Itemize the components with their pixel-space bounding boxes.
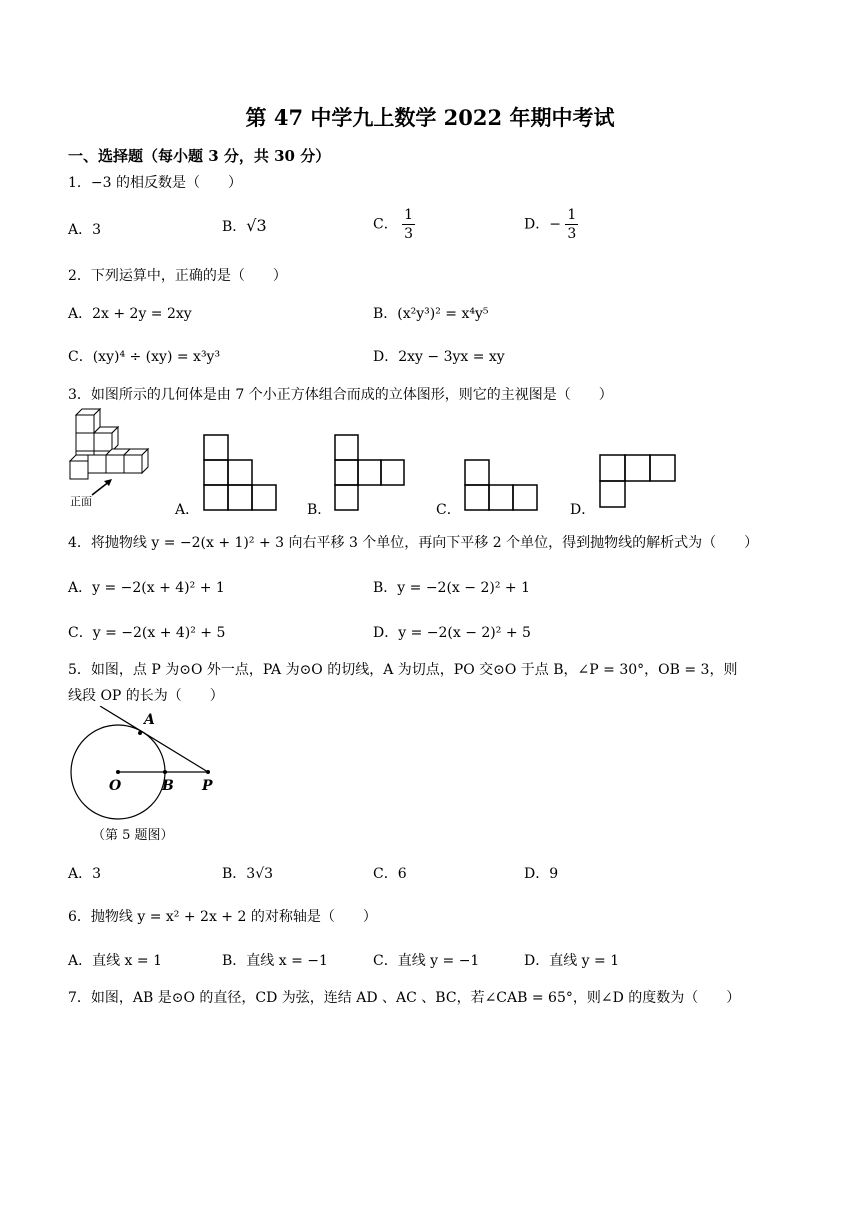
q3-option-d: D． bbox=[570, 502, 596, 518]
q5-option-a: A．3 bbox=[68, 866, 102, 882]
q3-option-a: A． bbox=[175, 502, 200, 518]
q2-option-c: C．(xy)⁴ ÷ (xy) = x³y³ bbox=[68, 349, 221, 365]
question-1-stem: 1．−3 的相反数是（ ） bbox=[68, 175, 242, 191]
q1-option-c-prefix: C． bbox=[373, 216, 398, 233]
q2-option-d: D．2xy − 3yx = xy bbox=[373, 349, 505, 365]
question-7-stem: 7．如图，AB 是⊙O 的直径，CD 为弦，连结 AD 、AC 、BC，若∠CAB = 65°，则∠D 的度数为（ ） bbox=[68, 990, 741, 1006]
question-6-stem: 6．抛物线 y = x² + 2x + 2 的对称轴是（ ） bbox=[68, 909, 377, 925]
q5-option-d: D．9 bbox=[524, 866, 559, 882]
q1-option-d bbox=[524, 206, 578, 243]
q4-option-c: C．y = −2(x + 4)² + 5 bbox=[68, 625, 226, 641]
q1-option-b bbox=[222, 216, 267, 236]
q5-option-c: C．6 bbox=[373, 866, 407, 882]
q3-front-label: 正面 bbox=[70, 495, 92, 508]
q5-label-p: P bbox=[202, 778, 213, 794]
q6-option-c: C．直线 y = −1 bbox=[373, 953, 480, 969]
q3-option-a-view bbox=[203, 434, 277, 512]
q3-solid-figure bbox=[66, 405, 156, 515]
q1-c-numerator: 1 bbox=[404, 207, 414, 223]
q1-option-d-prefix: D．− bbox=[524, 216, 561, 233]
question-4-stem: 4．将抛物线 y = −2(x + 1)² + 3 向右平移 3 个单位，再向下平移 2 个单位，得到抛物线的解析式为（ ） bbox=[68, 535, 759, 551]
question-5-stem-line1: 5．如图，点 P 为⊙O 外一点，PA 为⊙O 的切线，A 为切点，PO 交⊙O 于点 B，∠P = 30°，OB = 3，则 bbox=[68, 662, 738, 678]
q1-option-d-fraction bbox=[565, 206, 578, 243]
q3-option-b: B． bbox=[307, 502, 332, 518]
q4-option-a: A．y = −2(x + 4)² + 1 bbox=[68, 580, 225, 596]
section-heading: 一、选择题（每小题 3 分，共 30 分） bbox=[68, 147, 331, 165]
q6-option-d: D．直线 y = 1 bbox=[524, 953, 620, 969]
q5-option-b: B．3√3 bbox=[222, 866, 274, 882]
question-2-stem: 2．下列运算中，正确的是（ ） bbox=[68, 268, 287, 284]
q4-option-d: D．y = −2(x − 2)² + 5 bbox=[373, 625, 531, 641]
q1-d-numerator: 1 bbox=[567, 207, 577, 223]
q5-label-b: B bbox=[162, 778, 174, 794]
q5-circle-figure bbox=[66, 706, 226, 820]
q5-label-a: A bbox=[144, 712, 155, 728]
q1-c-denominator: 3 bbox=[404, 226, 414, 242]
q3-option-c-view bbox=[464, 459, 540, 512]
q3-option-c: C． bbox=[436, 502, 461, 518]
q6-option-b: B．直线 x = −1 bbox=[222, 953, 328, 969]
q2-option-a: A．2x + 2y = 2xy bbox=[68, 306, 192, 322]
q5-figure-caption: （第 5 题图） bbox=[92, 828, 174, 843]
q1-option-c-fraction bbox=[402, 206, 415, 243]
q2-option-b: B．(x²y³)² = x⁴y⁵ bbox=[373, 306, 489, 322]
q4-option-b: B．y = −2(x − 2)² + 1 bbox=[373, 580, 530, 596]
q3-option-d-view bbox=[599, 454, 677, 510]
q6-option-a: A．直线 x = 1 bbox=[68, 953, 162, 969]
q1-option-a: A．3 bbox=[68, 222, 102, 238]
question-3-stem: 3．如图所示的几何体是由 7 个小正方体组合而成的立体图形，则它的主视图是（ ） bbox=[68, 387, 613, 403]
q1-option-b-prefix: B． bbox=[222, 219, 247, 235]
question-5-stem-line2: 线段 OP 的长为（ ） bbox=[68, 688, 224, 704]
q5-label-o: O bbox=[109, 778, 122, 794]
page-title: 第 47 中学九上数学 2022 年期中考试 bbox=[245, 105, 615, 130]
q3-option-b-view bbox=[334, 434, 406, 512]
q1-option-b-value: √3 bbox=[246, 216, 267, 235]
q1-d-denominator: 3 bbox=[567, 226, 577, 242]
q1-option-c bbox=[373, 206, 415, 243]
